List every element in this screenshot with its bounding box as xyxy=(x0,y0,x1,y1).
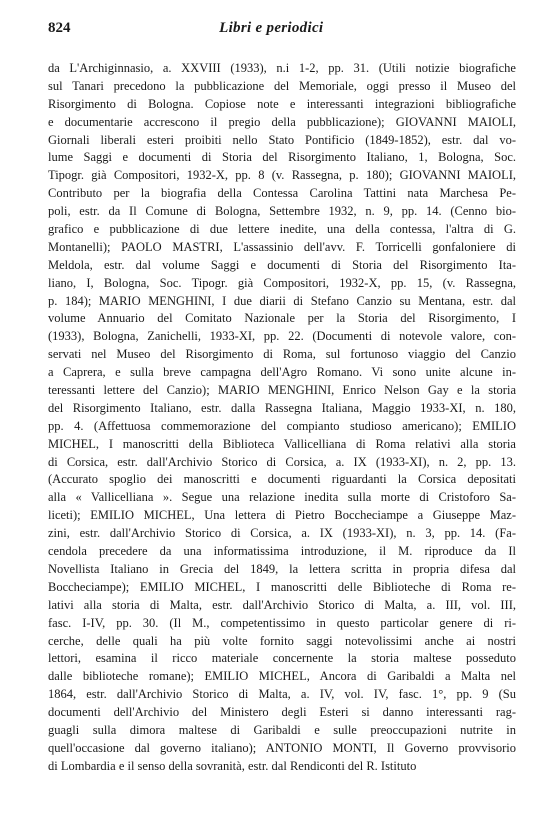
text-line: cendola precedere da una informatissima introduzione, il M. riproduce da Il xyxy=(48,544,516,559)
text-line: Boccheciampe); EMILIO MICHEL, I manoscritti delle Biblioteche di Roma re- xyxy=(48,579,516,594)
text-line: da L'Archiginnasio, a. XXVIII (1933), n.i 1-2, pp. 31. (Utili notizie biografiche xyxy=(48,61,516,75)
text-line: sul Tanari precedono la pubblicazione del Memoriale, oggi presso il Museo del xyxy=(48,78,516,93)
text-line: Novellista Italiano in Grecia del 1849, la lettera scritta in propria difesa dal xyxy=(48,561,516,576)
text-line: del Risorgimento Italiano, estr. dalla Rassegna Italiana, Maggio 1933-XI, n. 180, xyxy=(48,400,516,415)
text-line: Montanelli); PAOLO MASTRI, L'assassinio dell'avv. F. Torricelli gonfaloniere di xyxy=(48,239,516,254)
text-line: 1864, estr. dall'Archivio Storico di Malta, a. IV, vol. IV, fasc. 1°, pp. 9 (Su xyxy=(48,687,516,702)
text-line: a Caprera, e sulla breve campagna dell'Agro Romano. Vi sono unite alcune in- xyxy=(48,365,516,380)
text-line: fasc. I-IV, pp. 30. (Il M., competentissimo in questo particolar genere di ri- xyxy=(48,615,516,630)
page-header xyxy=(48,20,512,42)
text-line: Risorgimento di Bologna. Copiose note e interessanti integrazioni bibliografiche xyxy=(48,96,516,111)
text-line: cerche, delle quali ha più volte fornito saggi notevolissimi anche ai nostri xyxy=(48,633,516,648)
text-line: MICHEL, I manoscritti della Biblioteca Vallicelliana di Roma relativi alla storia xyxy=(48,436,516,451)
text-line: Contributo per la biografia della Contessa Carolina Tattini nata Marchesa Pe- xyxy=(48,186,516,201)
text-line: volume Annuario del Comitato Nazionale per la Storia del Risorgimento, I xyxy=(48,311,516,326)
text-line: liceti); EMILIO MICHEL, Una lettera di Pietro Boccheciampe a Giuseppe Maz- xyxy=(48,508,516,523)
running-title: Libri e periodici xyxy=(219,20,324,36)
text-line: grafico e pubblicazione di due lettere inedite, una della contessa, l'altra di G. xyxy=(48,222,516,237)
text-line: lativi alla storia di Malta, estr. dall'Archivio Storico di Malta, a. III, vol. III, xyxy=(48,597,516,612)
text-line: di Corsica, estr. dall'Archivio Storico di Corsica, a. IX (1933-XI), n. 2, pp. 13. xyxy=(48,454,516,469)
text-line: Giornali liberali esteri proibiti nello Stato Pontificio (1849-1852), estr. dal vo- xyxy=(48,132,516,147)
page-number: 824 xyxy=(48,20,71,36)
text-line: p. 184); MARIO MENGHINI, I due diarii di Stefano Canzio su Mentana, estr. dal xyxy=(48,293,516,308)
text-line: teressanti lettere del Canzio); MARIO MENGHINI, Enrico Nelson Gay e la storia xyxy=(48,383,516,398)
text-line: Meldola, estr. dal volume Saggi e documenti di Storia del Risorgimento Ita- xyxy=(48,257,516,272)
text-line: lume Saggi e documenti di Storia del Risorgimento Italiano, 1, Bologna, Soc. xyxy=(48,150,516,165)
text-line: di Lombardia e il senso della sovranità, estr. dal Rendiconti del R. Istituto xyxy=(48,758,417,773)
text-line: e documentarie accrescono il pregio della pubblicazione); GIOVANNI MAIOLI, xyxy=(48,114,516,129)
text-line: (Accurato spoglio dei manoscritti e documenti riguardanti la Corsica depositati xyxy=(48,472,516,487)
text-line: zini, estr. dall'Archivio Storico di Corsica, a. IX (1933-XI), n. 3, pp. 14. (Fa- xyxy=(48,526,516,541)
text-line: Tipogr. già Compositori, 1932-X, pp. 8 (v. Rassegna, p. 180); GIOVANNI MAIOLI, xyxy=(48,168,516,183)
text-line: poli, estr. da Il Comune di Bologna, Settembre 1932, n. 9, pp. 14. (Cenno bio- xyxy=(48,204,516,219)
text-line: guagli sulla dimora maltese di Garibaldi e sulle preoccupazioni nutrite in xyxy=(48,722,516,737)
text-line: quell'occasione dal governo italiano); ANTONIO MONTI, Il Governo provvisorio xyxy=(48,740,516,755)
body-text xyxy=(48,60,516,776)
text-line: liano, I, Bologna, Soc. Tipogr. già Compositori, 1932-X, pp. 15, (v. Rassegna, xyxy=(48,275,516,290)
text-line: dalle biblioteche romane); EMILIO MICHEL, Ancora di Garibaldi a Malta nel xyxy=(48,669,516,684)
text-line: servati nel Museo del Risorgimento di Roma, sul fortunoso viaggio del Canzio xyxy=(48,347,516,362)
text-line: (1933), Bologna, Zanichelli, 1933-XI, pp. 22. (Documenti di notevole valore, con- xyxy=(48,329,516,344)
text-line: alla « Vallicelliana ». Segue una relazione inedita sulla morte di Cristoforo Sa- xyxy=(48,490,516,505)
text-line: documenti dell'Archivio del Ministero degli Esteri si danno interessanti rag- xyxy=(48,705,516,720)
text-line: lettori, esamina il ricco materiale concernente la storia maltese posseduto xyxy=(48,651,516,666)
text-line: pp. 4. (Affettuosa commemorazione del compianto studioso americano); EMILIO xyxy=(48,418,516,433)
